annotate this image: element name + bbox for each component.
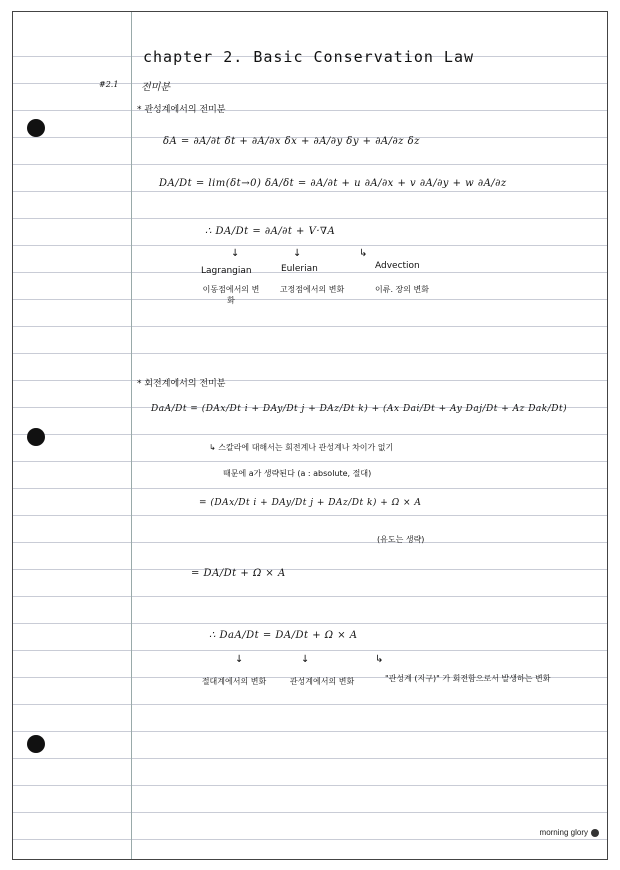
ruled-line: [13, 245, 607, 246]
rotating-eq2: = (DAx/Dt i + DAy/Dt j + DAz/Dt k) + Ω × A: [199, 498, 422, 508]
ruled-line: [13, 326, 607, 327]
arrow-right-icon: ↳: [359, 248, 368, 259]
ruled-line: [13, 515, 607, 516]
arrow-down-icon: ↓: [231, 248, 240, 259]
ruled-line: [13, 434, 607, 435]
binder-hole: [27, 735, 45, 753]
ruled-line: [13, 110, 607, 111]
ruled-line: [13, 596, 607, 597]
arrow-down-icon: ↓: [235, 654, 244, 665]
rotating-eq3: = DA/Dt + Ω × A: [191, 568, 286, 579]
arrow-down-icon: ↓: [301, 654, 310, 665]
section-title: 전미분: [141, 82, 170, 93]
ruled-line: [13, 542, 607, 543]
ruled-line: [13, 461, 607, 462]
page-title: chapter 2. Basic Conservation Law: [143, 48, 475, 66]
ruled-line: [13, 569, 607, 570]
ruled-line: [13, 299, 607, 300]
inertial-eq1: δA = ∂A/∂t δt + ∂A/∂x δx + ∂A/∂y δy + ∂A/∂z δz: [163, 136, 420, 147]
rotating-note1: ↳ 스칼라에 대해서는 회전계나 관성계나 차이가 없기: [209, 443, 394, 452]
rotation-change-desc: "관성계 (지구)" 가 회전함으로서 발생하는 변화: [385, 674, 551, 683]
rotating-eq4: ∴ DaA/Dt = DA/Dt + Ω × A: [209, 630, 358, 641]
eulerian-label: Eulerian: [281, 264, 318, 274]
rotating-eq1: DaA/Dt = (DAx/Dt i + DAy/Dt j + DAz/Dt k) + (Ax Dai/Dt + Ay Daj/Dt + Az Dak/Dt): [151, 404, 568, 414]
arrow-right-icon: ↳: [375, 654, 384, 665]
inertial-eq3: ∴ DA/Dt = ∂A/∂t + V·∇A: [205, 226, 336, 237]
ruled-line: [13, 623, 607, 624]
lagrangian-desc: 이동점에서의 변화: [202, 285, 260, 305]
margin-line: [131, 12, 132, 859]
notebook-page: [12, 11, 608, 860]
inertial-eq2: DA/Dt = lim(δt→0) δA/δt = ∂A/∂t + u ∂A/∂x + v ∂A/∂y + w ∂A/∂z: [159, 178, 507, 189]
inertial-heading: * 관성계에서의 전미분: [137, 105, 226, 115]
ruled-line: [13, 731, 607, 732]
section-number: #2.1: [99, 80, 119, 89]
eulerian-desc: 고정점에서의 변화: [279, 285, 345, 294]
ruled-line: [13, 785, 607, 786]
ruled-line: [13, 650, 607, 651]
brand-label: morning glory: [539, 828, 588, 837]
rotating-heading: * 회전계에서의 전미분: [137, 379, 226, 389]
rotating-note2: 때문에 a가 생략된다 (a : absolute, 절대): [223, 469, 372, 478]
absolute-change-desc: 절대계에서의 변화: [201, 677, 267, 686]
advection-desc: 이류. 장의 변화: [375, 285, 429, 294]
binder-hole: [27, 428, 45, 446]
inertial-change-desc: 관성계에서의 변화: [289, 677, 355, 686]
ruled-line: [13, 164, 607, 165]
ruled-line: [13, 380, 607, 381]
ruled-line: [13, 353, 607, 354]
ruled-line: [13, 218, 607, 219]
ruled-line: [13, 191, 607, 192]
ruled-line: [13, 704, 607, 705]
ruled-line: [13, 812, 607, 813]
arrow-down-icon: ↓: [293, 248, 302, 259]
ruled-line: [13, 839, 607, 840]
advection-label: Advection: [375, 261, 420, 271]
binder-hole: [27, 119, 45, 137]
rotating-note3: (유도는 생략): [377, 535, 425, 544]
lagrangian-label: Lagrangian: [201, 266, 252, 276]
owl-icon: [591, 829, 599, 837]
brand-footer: [540, 828, 599, 837]
ruled-line: [13, 758, 607, 759]
ruled-line: [13, 488, 607, 489]
